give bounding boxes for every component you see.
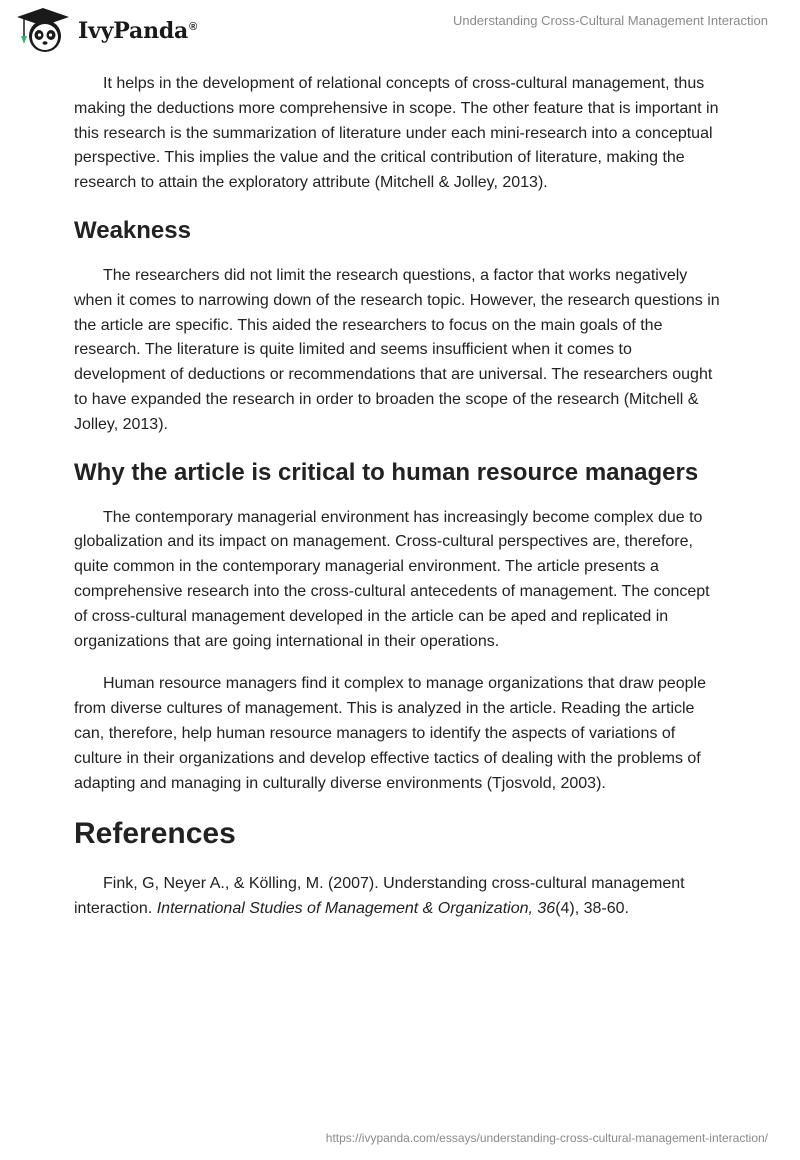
page-header xyxy=(0,0,800,60)
source-url[interactable]: https://ivypanda.com/essays/understanding-cross-cultural-management-interaction/ xyxy=(325,1131,768,1145)
why-paragraph-2: Human resource managers find it complex to manage organizations that draw people from diverse cultures of management. This is analyzed in the article. Reading the article can, therefore, help human resource managers to identify the aspects of variations of culture in their organizations and develop effective tactics of dealing with the problems of adapting and managing in culturally diverse environments (Tjosvold, 2003). xyxy=(74,675,706,792)
reference-issue-pages: (4), 38-60. xyxy=(555,900,629,918)
brand-name: IvyPanda® xyxy=(78,18,198,44)
references-heading: References xyxy=(74,817,236,851)
panda-logo-icon xyxy=(14,6,72,56)
why-paragraph-1: The contemporary managerial environment has increasingly become complex due to globalization and its impact on management. Cross-cultural perspectives are, therefore, quite common in the contemporary managerial environment. The article presents a comprehensive research into the cross-cultural antecedents of management. The concept of cross-cultural management developed in the article can be aped and replicated in organizations that are going international in their operations. xyxy=(74,508,710,650)
document-title: Understanding Cross-Cultural Management Interaction xyxy=(452,13,768,28)
reference-citation: Fink, G, Neyer A., & Kölling, M. (2007). Understanding cross-cultural management interaction. xyxy=(74,875,685,918)
weakness-heading: Weakness xyxy=(74,216,191,244)
ivypanda-logo[interactable] xyxy=(14,6,197,56)
why-critical-heading: Why the article is critical to human resource managers xyxy=(74,458,699,486)
weakness-paragraph: The researchers did not limit the research questions, a factor that works negatively when it comes to narrowing down of the research topic. However, the research questions in the article are specific. This aided the researchers to focus on the main goals of the research. The literature is quite limited and seems insufficient when it comes to development of deductions or recommendations that are universal. The researchers ought to have expanded the research in order to broaden the scope of the research (Mitchell & Jolley, 2013). xyxy=(74,266,720,433)
essay-content xyxy=(74,72,726,940)
reference-entry xyxy=(74,872,726,922)
intro-paragraph: It helps in the development of relational concepts of cross-cultural management, thus making the deductions more comprehensive in scope. The other feature that is important in this research is the summarization of literature under each mini-research into a conceptual perspective. This implies the value and the critical contribution of literature, making the research to attain the exploratory attribute (Mitchell & Jolley, 2013). xyxy=(74,75,719,192)
reference-journal: International Studies of Management & Organization, 36 xyxy=(156,900,556,918)
